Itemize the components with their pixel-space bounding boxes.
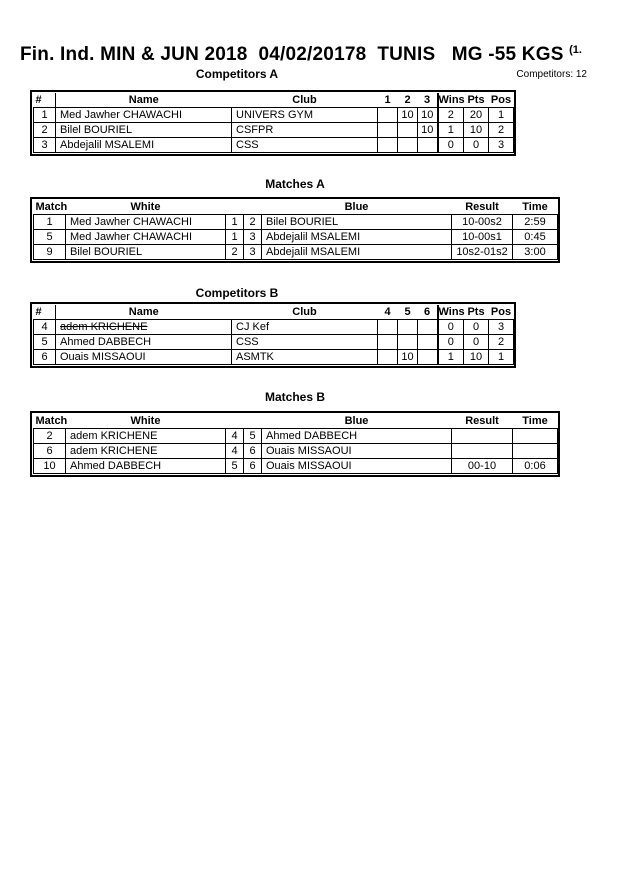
col-header-round3: 3 xyxy=(418,93,438,108)
col-header-blue: Blue xyxy=(262,200,452,215)
cell-time: 2:59 xyxy=(513,215,558,230)
table-header-row xyxy=(34,93,514,108)
cell-score1 xyxy=(378,320,398,335)
cell-white-num: 1 xyxy=(226,215,244,230)
col-header-white-num xyxy=(226,414,244,429)
cell-white-num: 4 xyxy=(226,429,244,444)
cell-score2: 10 xyxy=(398,108,418,123)
competitor-row xyxy=(34,320,514,335)
cell-score3: 10 xyxy=(418,123,438,138)
col-header-white: White xyxy=(66,200,226,215)
table-header-row xyxy=(34,305,514,320)
cell-score1 xyxy=(378,108,398,123)
section-heading-competitors-b: Competitors B xyxy=(195,286,279,300)
cell-wins: 1 xyxy=(438,123,464,138)
cell-blue-num: 5 xyxy=(244,429,262,444)
cell-match-num: 5 xyxy=(34,230,66,245)
cell-time: 0:45 xyxy=(513,230,558,245)
col-header-result: Result xyxy=(452,200,513,215)
cell-num: 5 xyxy=(34,335,56,350)
cell-match-num: 1 xyxy=(34,215,66,230)
col-header-pts: Pts xyxy=(464,305,489,320)
col-header-round6: 6 xyxy=(418,305,438,320)
cell-white-name: adem KRICHENE xyxy=(66,429,226,444)
cell-score2 xyxy=(398,138,418,153)
cell-pts: 20 xyxy=(464,108,489,123)
col-header-round1: 1 xyxy=(378,93,398,108)
cell-blue-name: Ahmed DABBECH xyxy=(262,429,452,444)
cell-blue-num: 6 xyxy=(244,459,262,474)
cell-score1 xyxy=(378,138,398,153)
col-header-num: # xyxy=(34,305,56,320)
cell-match-num: 9 xyxy=(34,245,66,260)
cell-match-num: 2 xyxy=(34,429,66,444)
cell-name: Bilel BOURIEL xyxy=(56,123,232,138)
cell-num: 6 xyxy=(34,350,56,365)
title-superscript: (1. xyxy=(569,44,582,56)
competitors-b-table xyxy=(30,302,516,368)
cell-score1 xyxy=(378,350,398,365)
col-header-round5: 5 xyxy=(398,305,418,320)
match-row xyxy=(34,429,558,444)
cell-time: 3:00 xyxy=(513,245,558,260)
matches-a-table xyxy=(30,197,560,263)
cell-match-num: 6 xyxy=(34,444,66,459)
cell-white-num: 5 xyxy=(226,459,244,474)
cell-num: 3 xyxy=(34,138,56,153)
cell-blue-num: 6 xyxy=(244,444,262,459)
cell-blue-name: Abdejalil MSALEMI xyxy=(262,230,452,245)
cell-blue-name: Ouais MISSAOUI xyxy=(262,444,452,459)
cell-time: 0:06 xyxy=(513,459,558,474)
cell-club: CJ Kef xyxy=(232,320,378,335)
match-row xyxy=(34,459,558,474)
competitor-row xyxy=(34,123,514,138)
cell-white-name: Ahmed DABBECH xyxy=(66,459,226,474)
cell-score3 xyxy=(418,335,438,350)
col-header-wins: Wins xyxy=(438,94,465,106)
cell-white-name: Bilel BOURIEL xyxy=(66,245,226,260)
match-row xyxy=(34,444,558,459)
competitor-row xyxy=(34,108,514,123)
col-header-name: Name xyxy=(56,93,232,108)
matches-b-table xyxy=(30,411,560,477)
col-header-round4: 4 xyxy=(378,305,398,320)
cell-result xyxy=(452,429,513,444)
cell-club: CSS xyxy=(232,138,378,153)
cell-score2 xyxy=(398,320,418,335)
cell-time xyxy=(513,429,558,444)
cell-score3 xyxy=(418,350,438,365)
cell-blue-name: Bilel BOURIEL xyxy=(262,215,452,230)
cell-score2 xyxy=(398,335,418,350)
cell-white-name: adem KRICHENE xyxy=(66,444,226,459)
col-header-result: Result xyxy=(452,414,513,429)
competitor-row xyxy=(34,335,514,350)
page-title-text: Fin. Ind. MIN & JUN 2018 04/02/20178 TUNIS MG -55 KGS xyxy=(20,44,564,65)
cell-pos: 1 xyxy=(489,350,514,365)
cell-blue-num: 2 xyxy=(244,215,262,230)
col-header-time: Time xyxy=(513,414,558,429)
cell-white-name: Med Jawher CHAWACHI xyxy=(66,215,226,230)
cell-num: 2 xyxy=(34,123,56,138)
col-header-num: # xyxy=(34,93,56,108)
cell-white-num: 2 xyxy=(226,245,244,260)
match-row xyxy=(34,245,558,260)
cell-blue-name: Abdejalil MSALEMI xyxy=(262,245,452,260)
cell-result: 10s2-01s2 xyxy=(452,245,513,260)
col-header-club: Club xyxy=(232,93,378,108)
cell-result: 10-00s1 xyxy=(452,230,513,245)
table-header-row xyxy=(34,414,558,429)
cell-white-num: 4 xyxy=(226,444,244,459)
cell-white-name: Med Jawher CHAWACHI xyxy=(66,230,226,245)
cell-name: adem KRICHENE xyxy=(56,320,232,335)
cell-result: 00-10 xyxy=(452,459,513,474)
cell-pos: 2 xyxy=(489,123,514,138)
cell-result xyxy=(452,444,513,459)
cell-club: ASMTK xyxy=(232,350,378,365)
cell-club: CSS xyxy=(232,335,378,350)
cell-wins: 1 xyxy=(438,350,464,365)
col-header-pts: Pts xyxy=(464,93,489,108)
col-header-white: White xyxy=(66,414,226,429)
cell-time xyxy=(513,444,558,459)
cell-pts: 10 xyxy=(464,350,489,365)
cell-pts: 0 xyxy=(464,320,489,335)
page-title xyxy=(20,44,582,66)
cell-result: 10-00s2 xyxy=(452,215,513,230)
cell-pts: 10 xyxy=(464,123,489,138)
col-header-blue-num xyxy=(244,200,262,215)
cell-num: 4 xyxy=(34,320,56,335)
cell-blue-name: Ouais MISSAOUI xyxy=(262,459,452,474)
col-header-match: Match xyxy=(35,201,68,213)
cell-score3: 10 xyxy=(418,108,438,123)
match-row xyxy=(34,215,558,230)
competitor-row xyxy=(34,138,514,153)
cell-score3 xyxy=(418,138,438,153)
cell-blue-num: 3 xyxy=(244,230,262,245)
section-heading-matches-a: Matches A xyxy=(265,177,325,191)
cell-club: CSFPR xyxy=(232,123,378,138)
competitors-a-table xyxy=(30,90,516,156)
cell-white-num: 1 xyxy=(226,230,244,245)
col-header-pos: Pos xyxy=(489,305,514,320)
cell-pos: 3 xyxy=(489,138,514,153)
cell-name: Abdejalil MSALEMI xyxy=(56,138,232,153)
cell-score2: 10 xyxy=(398,350,418,365)
cell-blue-num: 3 xyxy=(244,245,262,260)
cell-pos: 3 xyxy=(489,320,514,335)
col-header-name: Name xyxy=(56,305,232,320)
col-header-white-num xyxy=(226,200,244,215)
col-header-blue-num xyxy=(244,414,262,429)
col-header-wins: Wins xyxy=(438,306,465,318)
col-header-time: Time xyxy=(513,200,558,215)
cell-wins: 0 xyxy=(438,138,464,153)
cell-num: 1 xyxy=(34,108,56,123)
col-header-pos: Pos xyxy=(489,93,514,108)
match-row xyxy=(34,230,558,245)
section-heading-competitors-a: Competitors A xyxy=(195,67,279,81)
col-header-blue: Blue xyxy=(262,414,452,429)
cell-score3 xyxy=(418,320,438,335)
competitors-count: Competitors: 12 xyxy=(516,69,587,80)
cell-name: Ouais MISSAOUI xyxy=(56,350,232,365)
cell-club: UNIVERS GYM xyxy=(232,108,378,123)
cell-pts: 0 xyxy=(464,138,489,153)
cell-pts: 0 xyxy=(464,335,489,350)
competitor-row xyxy=(34,350,514,365)
cell-name: Ahmed DABBECH xyxy=(56,335,232,350)
cell-wins: 0 xyxy=(438,320,464,335)
col-header-round2: 2 xyxy=(398,93,418,108)
col-header-club: Club xyxy=(232,305,378,320)
col-header-match: Match xyxy=(35,415,68,427)
cell-score1 xyxy=(378,335,398,350)
cell-pos: 1 xyxy=(489,108,514,123)
section-heading-matches-b: Matches B xyxy=(264,390,326,404)
cell-match-num: 10 xyxy=(34,459,66,474)
cell-wins: 0 xyxy=(438,335,464,350)
cell-score2 xyxy=(398,123,418,138)
cell-name: Med Jawher CHAWACHI xyxy=(56,108,232,123)
table-header-row xyxy=(34,200,558,215)
cell-wins: 2 xyxy=(438,108,464,123)
cell-score1 xyxy=(378,123,398,138)
cell-pos: 2 xyxy=(489,335,514,350)
